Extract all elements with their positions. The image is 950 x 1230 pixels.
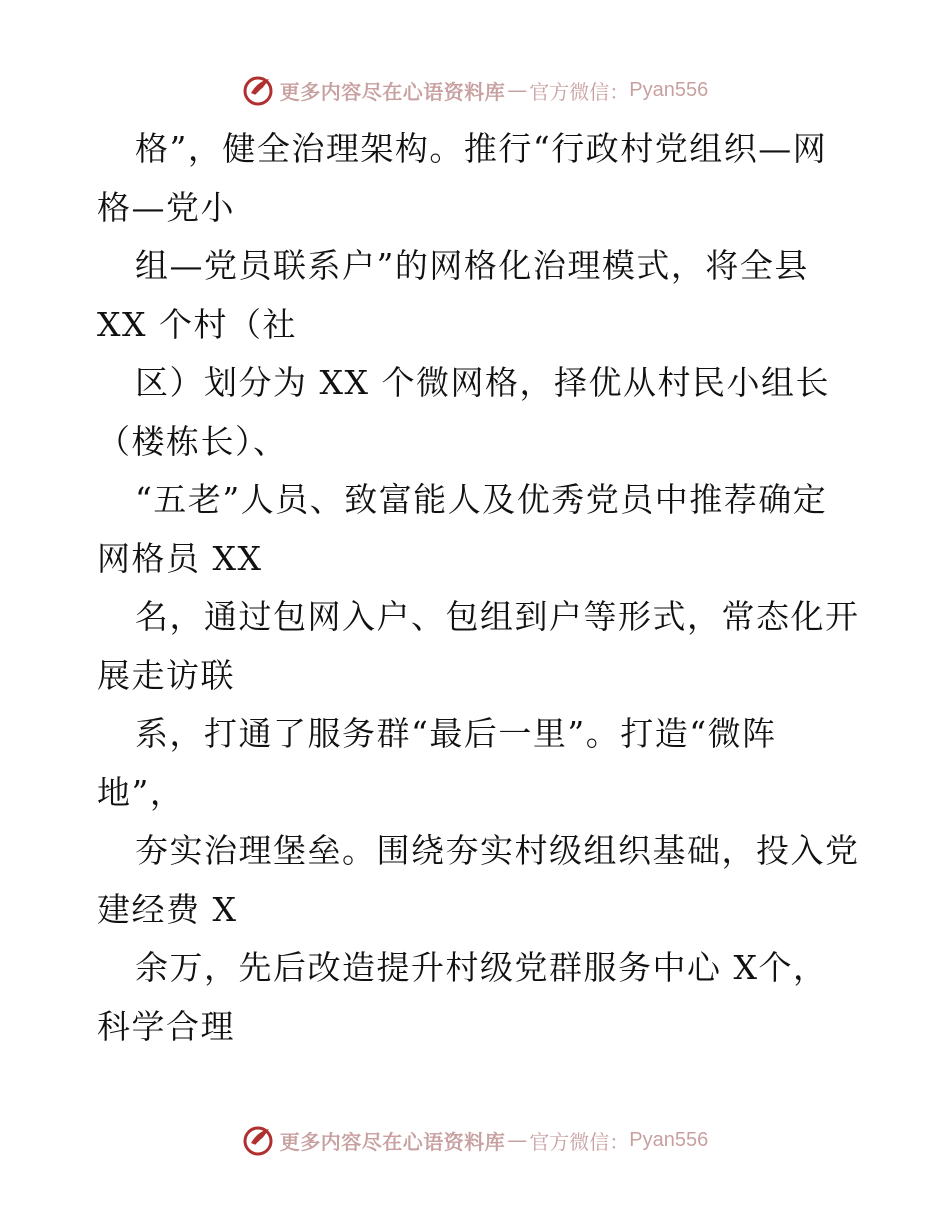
watermark-id: Pyan556 [629, 1128, 709, 1151]
text-line: 夯实治理堡垒。围绕夯实村级组织基础，投入党 [135, 831, 860, 870]
text-line: 地”， [97, 772, 185, 812]
text-line: XX 个村（社 [97, 304, 297, 344]
text-line: “五老”人员、致富能人及优秀党员中推荐确定 [135, 480, 828, 519]
text-line: 网格员 XX [97, 538, 263, 578]
watermark-label: 官方微信： [529, 1129, 630, 1154]
text-line: 区）划分为 XX 个微网格，择优从村民小组长 [135, 363, 830, 402]
watermark-id: Pyan556 [629, 78, 709, 101]
watermark-dash: — [507, 78, 528, 102]
text-line: 科学合理 [97, 1006, 235, 1046]
text-line: 格—党小 [97, 187, 235, 227]
footer-watermark [0, 1120, 950, 1160]
text-line: 系，打通了服务群“最后一里”。打造“微阵 [135, 714, 777, 753]
logo-icon [242, 73, 276, 107]
text-line: 建经费 X [97, 889, 238, 929]
text-line: 格”，健全治理架构。推行“行政村党组织—网 [135, 129, 828, 168]
watermark-brand: 更多内容尽在心语资料库 [279, 1129, 506, 1154]
logo-icon [242, 1123, 276, 1157]
document-body [97, 120, 860, 1056]
text-line: （楼栋长）、 [97, 421, 288, 461]
text-line: 展走访联 [97, 655, 235, 695]
watermark-dash: — [507, 1128, 528, 1152]
header-watermark [0, 70, 950, 110]
text-line: 组—党员联系户”的网格化治理模式，将全县 [135, 246, 809, 285]
text-line: 余万，先后改造提升村级党群服务中心 X个， [135, 948, 828, 987]
watermark-brand: 更多内容尽在心语资料库 [279, 79, 506, 104]
watermark-label: 官方微信： [529, 79, 630, 104]
text-line: 名，通过包网入户、包组到户等形式，常态化开 [135, 597, 860, 636]
